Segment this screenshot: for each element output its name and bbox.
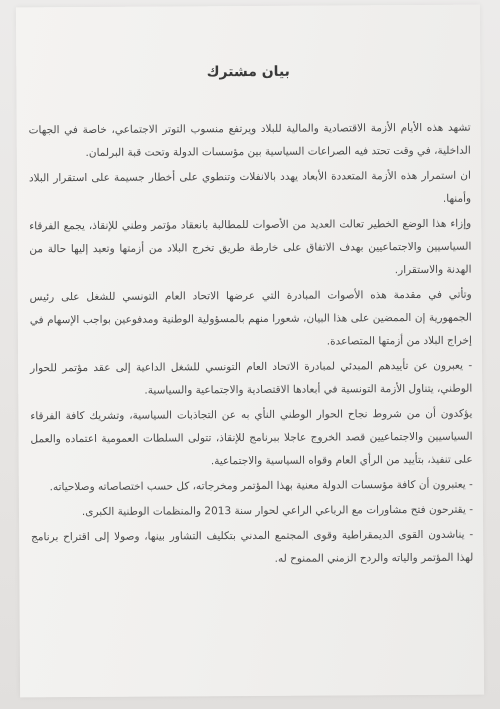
paper-sheet — [16, 5, 484, 698]
paragraph-9: - يناشدون القوى الديمقراطية وقوى المجتمع المدني بتكليف التشاور بينها، وصولا إلى اقتراح برنامج لهذا المؤتمر والياته والردح الزمني الممنوح له. — [31, 528, 474, 565]
paragraph-8: - يقترحون فتح مشاورات مع الرباعي الراعي لحوار سنة 2013 والمنظمات الوطنية الكبرى. — [81, 503, 474, 519]
paragraph-1: تشهد هذه الأيام الأزمة الاقتصادية والمالية للبلاد ويرتفع منسوب التوتر الاجتماعي، خاصة في الجهات الداخلية، في وقت تحتد فيه الصراعات السياسية بين مؤسسات الدولة وتحت قبة البرلمان. — [28, 121, 471, 160]
paragraph-6: يؤكدون أن من شروط نجاح الحوار الوطني النأي به عن التجاذبات السياسية، وتشريك كافة الفرقاء السياسيين والاجتماعيين قصد الخروج عاجلا ببرنامج للإنقاذ، تتولى السلطات العمومية اعتماده والعمل على تنفيذ، بتأييد من الرأي العام وقواه السياسية والاجتماعية. — [30, 407, 473, 468]
document-body — [29, 117, 474, 575]
paragraph-4: وتأتي في مقدمة هذه الأصوات المبادرة التي عرضها الاتحاد العام التونسي للشغل على رئيس الجمهورية إن الممضين على هذا البيان، شعورا منهم بالمسؤولية الوطنية ومدفوعين بواجب الإسهام في إخراج البلاد من أزمتها المتصاعدة. — [29, 288, 472, 348]
paragraph-2: ان استمرار هذه الأزمة المتعددة الأبعاد يهدد بالانفلات وتنطوي على أخطار جسيمة على استقرار البلاد وأمنها. — [28, 169, 472, 205]
paragraph-3: وإزاء هذا الوضع الخطير تعالت العديد من الأصوات للمطالبة بانعقاد مؤتمر وطني للإنقاذ، يجمع الفرقاء السياسيين والاجتماعيين بهدف الاتفاق على خارطة طريق تخرج البلاد من أزمتها وتعيد إليها حالة من الهدنة والاستقرار. — [29, 217, 472, 277]
document-title: بيان مشترك — [206, 63, 290, 81]
paragraph-7: - يعتبرون أن كافة مؤسسات الدولة معنية بهذا المؤتمر ومخرجاته، كل حسب اختصاصاته وصلاحياته. — [49, 478, 473, 494]
paragraph-5: - يعبرون عن تأييدهم المبدئي لمبادرة الاتحاد العام التونسي للشغل الداعية إلى عقد مؤتمر للحوار الوطني، يتناول الأزمة التونسية في أبعادها الاقتصادية والاجتماعية والسياسية. — [30, 359, 473, 397]
